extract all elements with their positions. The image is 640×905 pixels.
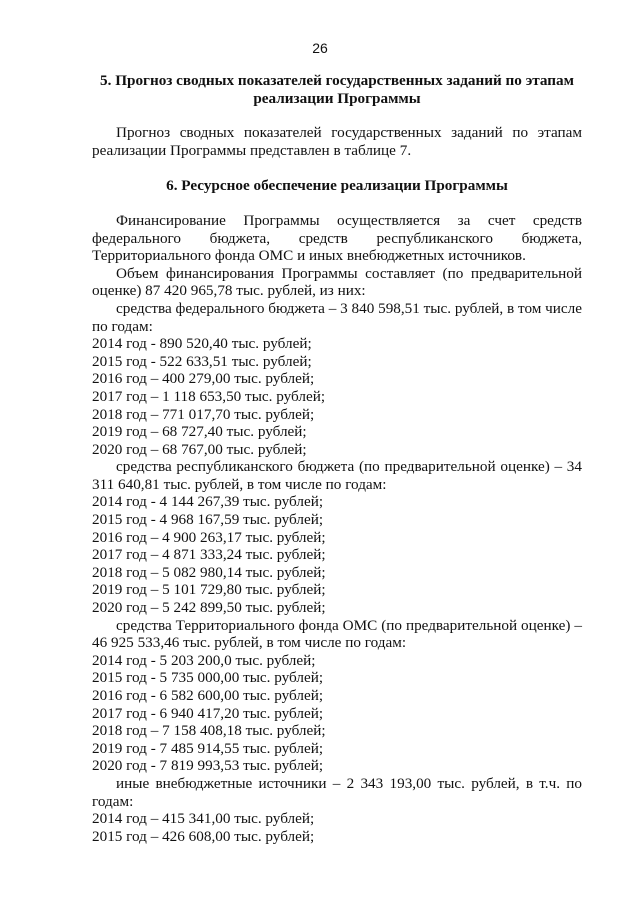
republican-budget-label: средства республиканского бюджета (по предварительной оценке) – 34 311 640,81 тыс. рублей, в том числе по годам:: [92, 458, 582, 493]
list-item: 2019 год – 68 727,40 тыс. рублей;: [92, 423, 307, 441]
page-content: [92, 72, 582, 845]
section-5-heading-line-2: реализации Программы: [253, 89, 421, 107]
oms-fund-label: средства Территориального фонда ОМС (по предварительной оценке) – 46 925 533,46 тыс. рублей, в том числе по годам:: [92, 616, 582, 652]
list-item: 2016 год – 400 279,00 тыс. рублей;: [92, 370, 315, 388]
list-item: 2014 год - 4 144 267,39 тыс. рублей;: [92, 493, 324, 511]
list-item: 2018 год – 771 017,70 тыс. рублей;: [92, 405, 315, 423]
oms-fund-years: [92, 652, 582, 775]
list-item: 2015 год – 426 608,00 тыс. рублей;: [92, 827, 315, 845]
list-item: 2016 год – 4 900 263,17 тыс. рублей;: [92, 528, 326, 546]
intro-line-2: федерального бюджета, средств республиканского бюджета,: [92, 229, 582, 247]
list-item: 2019 год - 7 485 914,55 тыс. рублей;: [92, 739, 324, 757]
list-item: 2015 год - 5 735 000,00 тыс. рублей;: [92, 669, 324, 687]
list-item: 2018 год – 5 082 980,14 тыс. рублей;: [92, 563, 326, 581]
list-item: 2015 год - 522 633,51 тыс. рублей;: [92, 352, 312, 370]
list-item: 2020 год – 68 767,00 тыс. рублей;: [92, 440, 307, 458]
intro-paragraph: [92, 212, 582, 265]
list-item: 2016 год - 6 582 600,00 тыс. рублей;: [92, 687, 324, 704]
list-item: 2014 год - 890 520,40 тыс. рублей;: [92, 335, 312, 353]
list-item: 2020 год - 7 819 993,53 тыс. рублей;: [92, 757, 324, 775]
list-item: 2015 год - 4 968 167,59 тыс. рублей;: [92, 511, 324, 529]
other-sources-label: иные внебюджетные источники – 2 343 193,00 тыс. рублей, в т.ч. по годам:: [92, 774, 582, 810]
list-item: 2017 год - 6 940 417,20 тыс. рублей;: [92, 704, 324, 722]
list-item: 2017 год – 1 118 653,50 тыс. рублей;: [92, 387, 326, 405]
list-item: 2018 год – 7 158 408,18 тыс. рублей;: [92, 722, 326, 740]
page-number: 26: [312, 40, 328, 56]
section-5-paragraph: Прогноз сводных показателей государственных заданий по этапам реализации Программы представлен в таблице 7.: [92, 124, 582, 159]
republican-budget-years: [92, 493, 582, 616]
section-6-heading: 6. Ресурсное обеспечение реализации Программы: [166, 177, 508, 195]
intro-line-3: Территориального фонда ОМС и иных внебюджетных источников.: [92, 247, 526, 265]
list-item: 2020 год – 5 242 899,50 тыс. рублей;: [92, 599, 326, 617]
section-5-heading: [92, 72, 582, 107]
list-item: 2014 год – 415 341,00 тыс. рублей;: [92, 810, 315, 828]
intro-line-1: Финансирование Программы осуществляется за счет средств: [116, 211, 582, 229]
section-5-heading-line-1: 5. Прогноз сводных показателей государственных заданий по этапам: [100, 72, 574, 89]
federal-budget-years: [92, 335, 582, 458]
other-sources-years: [92, 810, 582, 845]
list-item: 2014 год - 5 203 200,0 тыс. рублей;: [92, 651, 316, 669]
list-item: 2019 год – 5 101 729,80 тыс. рублей;: [92, 581, 326, 599]
federal-budget-label: средства федерального бюджета – 3 840 598,51 тыс. рублей, в том числе по годам:: [92, 299, 582, 335]
total-funding-paragraph: Объем финансирования Программы составляет (по предварительной оценке) 87 420 965,78 тыс. рублей, из них:: [92, 264, 582, 300]
list-item: 2017 год – 4 871 333,24 тыс. рублей;: [92, 546, 326, 564]
